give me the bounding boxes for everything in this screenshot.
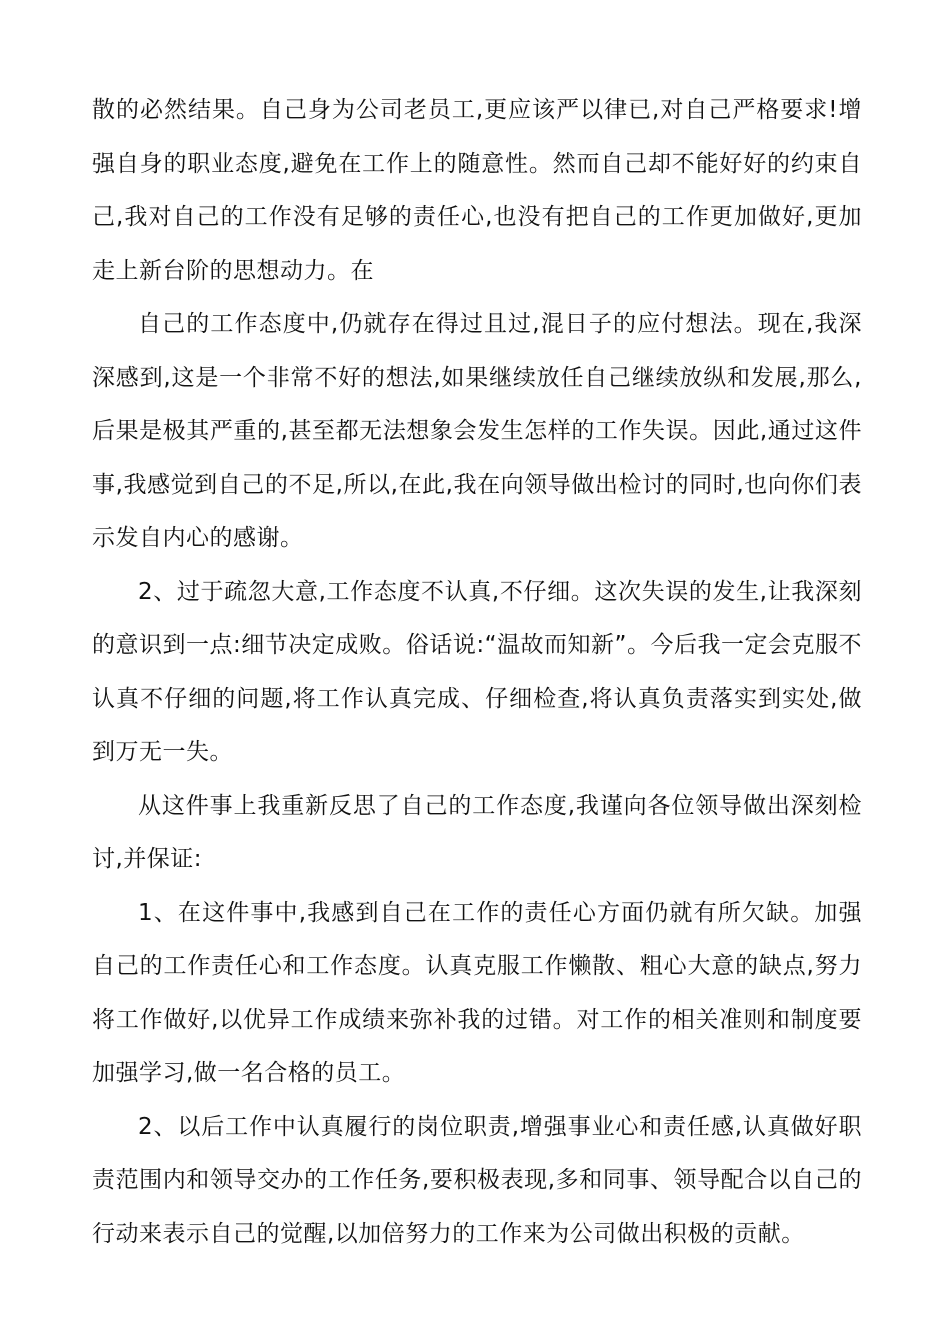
paragraph-2: 自己的工作态度中,仍就存在得过且过,混日子的应付想法。现在,我深深感到,这是一个非常不好的想法,如果继续放任自己继续放纵和发展,那么,后果是极其严重的,甚至都无法想象会发生怎样的工作失误。因此,通过这件事,我感觉到自己的不足,所以,在此,我在向领导做出检讨的同时,也向你们表示发自内心的感谢。	[92, 311, 862, 551]
paragraph-3: 2、过于疏忽大意,工作态度不认真,不仔细。这次失误的发生,让我深刻的意识到一点:细节决定成败。俗话说:“温故而知新”。今后我一定会克服不认真不仔细的问题,将工作认真完成、仔细检查,将认真负责落实到实处,做到万无一失。	[92, 578, 862, 765]
paragraph-6: 2、以后工作中认真履行的岗位职责,增强事业心和责任感,认真做好职责范围内和领导交办的工作任务,要积极表现,多和同事、领导配合以自己的行动来表示自己的觉醒,以加倍努力的工作来为公司做出积极的贡献。	[92, 1113, 862, 1247]
document-body	[92, 84, 862, 1261]
paragraph-4: 从这件事上我重新反思了自己的工作态度,我谨向各位领导做出深刻检讨,并保证:	[92, 792, 862, 872]
paragraph-1: 散的必然结果。自己身为公司老员工,更应该严以律已,对自己严格要求!增强自身的职业态度,避免在工作上的随意性。然而自己却不能好好的约束自己,我对自己的工作没有足够的责任心,也没有把自己的工作更加做好,更加走上新台阶的思想动力。在	[92, 97, 862, 284]
paragraph-5: 1、在这件事中,我感到自己在工作的责任心方面仍就有所欠缺。加强自己的工作责任心和工作态度。认真克服工作懒散、粗心大意的缺点,努力将工作做好,以优异工作成绩来弥补我的过错。对工作的相关准则和制度要加强学习,做一名合格的员工。	[92, 899, 862, 1086]
